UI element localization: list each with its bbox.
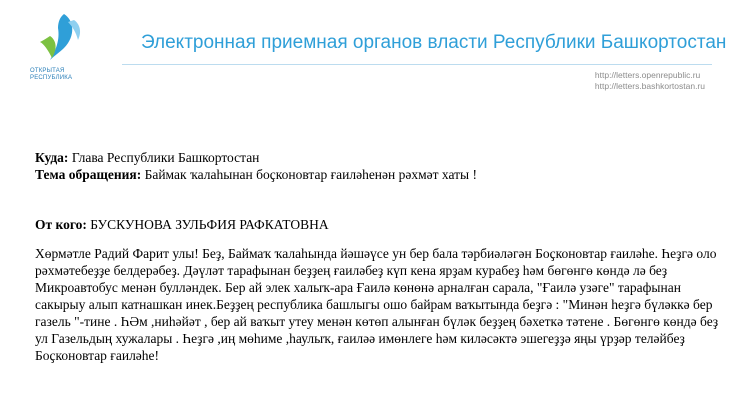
body-line: Боҫконовтар ғаиләһе! (35, 348, 160, 363)
subject-line (35, 166, 477, 183)
open-republic-logo (30, 6, 90, 98)
to-label: Куда: (35, 150, 69, 165)
header-divider (122, 64, 712, 65)
from-value: БУСКУНОВА ЗУЛЬФИЯ РАФКАТОВНА (90, 217, 329, 232)
site-title: Электронная приемная органов власти Республики Башкортостан (141, 32, 727, 53)
subject-label: Тема обращения: (35, 167, 142, 182)
url-openrepublic: http://letters.openrepublic.ru (594, 70, 701, 80)
subject-value: Баймак ҡалаһынан боҫконовтар ғаиләһенән рәхмәт хаты ! (144, 167, 477, 182)
body-line: сакырыу алып катнашкан инек.Беҙҙең республика башлыгы ошо байрам ваҡытында беҙгә : "Минән һеҙгә бүләккә бер (35, 297, 713, 312)
body-line: газель "-тине . ҺӘм ,ниһәйәт , бер ай ваҡыт утеу менән көтөп алынған бүләк беҙҙең бәхеткә тәтене . Бөгөнгө көндә беҙ (35, 314, 719, 329)
letter-header (0, 0, 739, 110)
body-line: ул Газельдың хужалары . Һеҙгә ,иң мөһиме ,һаулыҡ, ғаиләә имөнлеге һәм киләсәктә эшегеҙҙә яңы үрҙәр теләйбеҙ (35, 331, 685, 346)
bird-logo-icon (30, 6, 90, 68)
to-value: Глава Республики Башкортостан (71, 150, 260, 165)
letter-body (35, 245, 719, 364)
sender-line (35, 216, 329, 233)
body-line: Микроавтобус менән булләндек. Бер ай элек халыҡ-ара Ғаилә көнөнә арналған сарала, "Ғаилә узәге" тарафынан (35, 280, 681, 295)
body-line: Хөрмәтле Радий Фарит улы! Беҙ, Баймаҡ ҡалаһында йәшәүсе ун бер бала тәрбиәләгән Боҫконовтар ғаиләһе. Һеҙгә оло (35, 246, 717, 261)
letter-meta (35, 149, 477, 183)
body-line: рәхмәтебеҙҙе белдерәбеҙ. Дәүләт тарафынан беҙҙең ғаиләбеҙ күп кена ярҙам курабеҙ һәм бөгөнгө көндә лә беҙ (35, 263, 668, 278)
recipient-line (35, 149, 477, 166)
url-bashkortostan: http://letters.bashkortostan.ru (594, 81, 705, 91)
from-label: От кого: (35, 217, 87, 232)
site-urls (595, 70, 705, 92)
logo-caption: ОТКРЫТАЯ РЕСПУБЛИКА (30, 68, 73, 81)
